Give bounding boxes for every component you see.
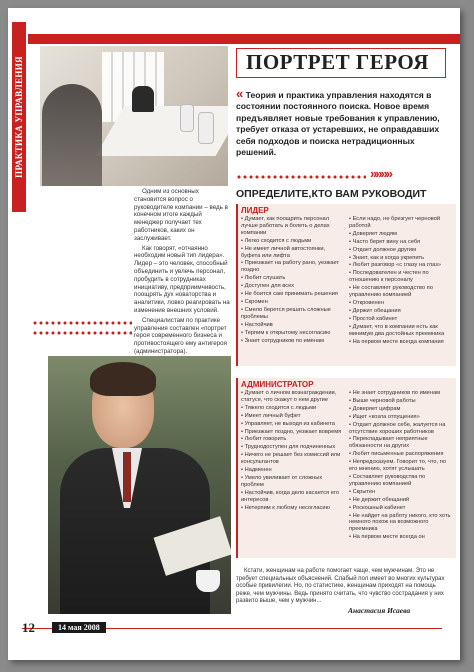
admin-box <box>236 378 456 558</box>
list-item: • Скромен <box>241 299 345 306</box>
list-item: • Последователен и честен по отношению к персоналу <box>349 270 453 284</box>
lead-text: Теория и практика управления находятся в состоянии постоянного поиска. Новое время предъявляет новые требования к управлению, требует отказа от устаревших, не оправдавших себя подходов и поиска нетрадиционных решений. <box>236 90 440 158</box>
list-item: • Непредсказуем. Говорит то, что, по его мнению, хотят услышать <box>349 459 453 473</box>
list-item: • Не имеет личной автостоянки, буфета или лифта <box>241 246 345 260</box>
intro-column <box>134 188 232 358</box>
leader-list-right <box>349 216 453 346</box>
list-item: • Перекладывает неприятные обязанности на других <box>349 436 453 450</box>
list-item: • На первом месте всегда компания <box>349 339 453 346</box>
list-item: • Скрытен <box>349 489 453 496</box>
office-photo <box>40 46 228 186</box>
header-red-bar <box>28 34 460 44</box>
issue-date: 14 мая 2008 <box>52 622 106 633</box>
list-item: • Не боится сам принимать решения <box>241 291 345 298</box>
list-item: • Знает, как и когда укрепить <box>349 255 453 262</box>
list-item: • Не знает сотрудников по именам <box>349 390 453 397</box>
arrow-ornament-icon: »»»» <box>370 166 391 181</box>
section-tab <box>12 22 26 212</box>
list-item: • Доверяет цифрам <box>349 406 453 413</box>
list-item: • Доверяет людям <box>349 231 453 238</box>
list-item: • Держит обещания <box>349 308 453 315</box>
list-item: • Думает о личном вознаграждении, статусе, что скажут о нем другие <box>241 390 345 404</box>
list-item: • Не держит обещаний <box>349 497 453 504</box>
leader-box <box>236 204 456 366</box>
intro-paragraph: Как говорят, «отчаянно необходим новый тип лидера». Лидер – это человек, способный объединить и увлечь персонал, пробудить в сотрудниках инициативу, предприимчивость, поощрять дух новаторства и аналитики, ловко реагировать на изменение внешних условий. <box>134 244 230 314</box>
leader-list-left <box>241 216 345 346</box>
dotted-divider <box>32 321 132 325</box>
list-item: • Имеет личный буфет <box>241 413 345 420</box>
list-item: • Ничего не решает без комиссий или консультантов <box>241 452 345 466</box>
list-item: • Нетерпим к любому несогласию <box>241 505 345 512</box>
list-item: • Выше черновой работы <box>349 398 453 405</box>
leader-heading: ЛИДЕР <box>241 206 269 215</box>
list-item: • Приезжает поздно, уезжает вовремя <box>241 429 345 436</box>
list-item: • Любит говорить <box>241 436 345 443</box>
list-item: • Терпим к открытому несогласию <box>241 330 345 337</box>
list-item: • Надменен <box>241 467 345 474</box>
list-item: • Труднодоступен для подчиненных <box>241 444 345 451</box>
businessman-photo <box>48 356 231 614</box>
list-item: • Управляет, не выходя из кабинета <box>241 421 345 428</box>
closing-paragraph: Кстати, женщинам на работе помогает чаще, чем мужчинам. Это не требует специальных объяснений. Слабый пол имеет во многих культурах особые привилегии. Но, по статистике, женщинам приходят на помощь реже, чем мужчины. Ведь принято считать, что чувство сострадания у них развито выше, чем у мужчин... <box>236 568 445 605</box>
list-item: • Тяжело сходится с людьми <box>241 405 345 412</box>
list-item: • Составляет руководства по управлению компанией <box>349 474 453 488</box>
list-item: • Умело увиливает от сложных проблем <box>241 475 345 489</box>
list-item: • Отдает должное себе, жалуется на отсутствие хороших работников <box>349 422 453 436</box>
intro-paragraph: Одним из основных становится вопрос о руководителе компании – ведь в конечном итоге каждый менеджер получает тех работников, каких он заслуживает. <box>134 188 228 242</box>
list-item: • Часто берет вину на себя <box>349 239 453 246</box>
list-item: • Если надо, не брезгует черновой работой <box>349 216 453 230</box>
list-item: • На первом месте всегда он <box>349 534 453 541</box>
list-item: • Отдает должное другим <box>349 247 453 254</box>
list-item: • Любит слушать <box>241 275 345 282</box>
list-item: • Откровенен <box>349 300 453 307</box>
list-item: • Доступен для всех <box>241 283 345 290</box>
page-number: 12 <box>22 620 35 635</box>
list-item: • Простой кабинет <box>349 316 453 323</box>
list-item: • Ищет «козла отпущения» <box>349 414 453 421</box>
list-item: • Знает сотрудников по именам <box>241 338 345 345</box>
article-title: ПОРТРЕТ ГЕРОЯ <box>246 50 429 74</box>
list-item: • Любит письменные распоряжения <box>349 451 453 458</box>
admin-list-right <box>349 390 453 542</box>
list-item: • Не составляет руководство по управлению компанией <box>349 285 453 299</box>
quote-open-icon: « <box>236 86 244 101</box>
admin-heading: АДМИНИСТРАТОР <box>241 380 314 389</box>
list-item: • Думает, что в компании есть как минимум два достойных преемника <box>349 324 453 338</box>
list-item: • Легко сходится с людьми <box>241 238 345 245</box>
list-item: • Роскошный кабинет <box>349 505 453 512</box>
list-item: • Смело берется решать сложные проблемы <box>241 307 345 321</box>
list-item: • Настойчив, когда дело касается его интересов <box>241 490 345 504</box>
list-item: • Приезжает на работу рано, уезжает поздно <box>241 260 345 274</box>
author-name: Анастасия Исаева <box>348 606 411 615</box>
list-item: • Любит разговор «с глазу на глаз» <box>349 262 453 269</box>
list-item: • Настойчив <box>241 322 345 329</box>
magazine-page <box>8 8 460 660</box>
lead-paragraph <box>236 88 452 158</box>
section-label: ПРАКТИКА УПРАВЛЕНИЯ <box>14 56 24 178</box>
list-item: • Не найдет на работу никого, кто хоть немного похож на возможного преемника <box>349 513 453 534</box>
dotted-divider <box>32 331 132 335</box>
section-subhead: ОПРЕДЕЛИТЕ,КТО ВАМ РУКОВОДИТ <box>236 188 427 200</box>
intro-paragraph: Специалистам по практике управления составлен «портрет героя современного бизнеса и противостоящего ему антигероя (администратора). <box>134 316 227 355</box>
admin-list-left <box>241 390 345 542</box>
dotted-divider <box>236 175 366 179</box>
list-item: • Думает, как поощрить персонал лучше работать и болеть о делах компании <box>241 216 345 237</box>
